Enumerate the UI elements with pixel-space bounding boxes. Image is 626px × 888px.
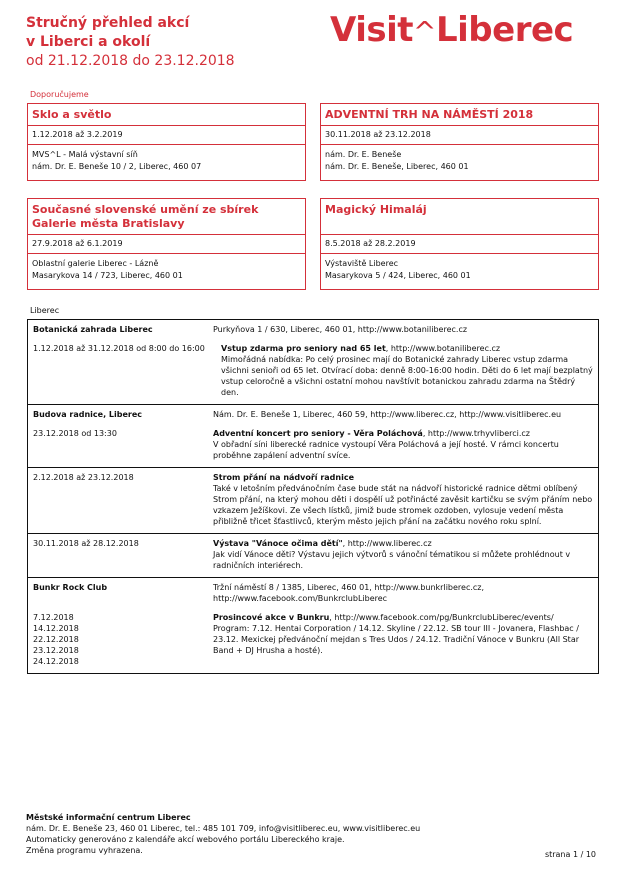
event-title: Adventní koncert pro seniory - Věra Poláchová (213, 429, 423, 438)
event-date: 14.12.2018 (33, 624, 79, 633)
venue-address: Tržní náměstí 8 / 1385, Liberec, 460 01, http://www.bunkrliberec.cz, http://www.facebook.com/BunkrclubLiberec (213, 583, 485, 603)
title-line-1: Stručný přehled akcí (26, 15, 190, 31)
card-title: Magický Himaláj (321, 199, 598, 235)
event-description: V obřadní síni liberecké radnice vystoupí Věra Poláchová a její hosté. V rámci koncertu proběhne zapálení adventní svíce. (213, 440, 559, 460)
card-title: Sklo a světlo (28, 104, 305, 126)
card-place: Výstaviště Liberec (325, 259, 399, 268)
recommended-card[interactable] (27, 103, 306, 181)
visitliberec-logo (330, 10, 573, 50)
event-date: 24.12.2018 (33, 657, 79, 666)
logo-caret: ^ (413, 15, 436, 48)
page-number: strana 1 / 10 (544, 850, 596, 859)
events-table (27, 319, 599, 674)
card-title: ADVENTNÍ TRH NA NÁMĚSTÍ 2018 (321, 104, 598, 126)
footer (26, 812, 420, 856)
logo-part-visit: Visit (330, 10, 414, 50)
event-date: 7.12.2018 (33, 613, 74, 622)
card-dates: 8.5.2018 až 28.2.2019 (321, 235, 598, 254)
report-title (26, 14, 235, 71)
card-address: nám. Dr. E. Beneše 10 / 2, Liberec, 460 07 (32, 162, 202, 171)
event-date: 1.12.2018 až 31.12.2018 od 8:00 do 16:00 (33, 344, 205, 353)
card-address: nám. Dr. E. Beneše, Liberec, 460 01 (325, 162, 469, 171)
event-link[interactable]: , http://www.liberec.cz (342, 539, 432, 548)
title-line-2: v Liberci a okolí (26, 34, 151, 50)
logo-part-liberec: Liberec (435, 10, 574, 50)
event-block (28, 468, 598, 534)
footer-change-note: Změna programu vyhrazena. (26, 846, 143, 855)
city-label: Liberec (30, 306, 60, 315)
venue-block (28, 578, 598, 673)
recommended-card[interactable] (320, 103, 599, 181)
card-dates: 30.11.2018 až 23.12.2018 (321, 126, 598, 145)
event-title: Vstup zdarma pro seniory nad 65 let (221, 344, 386, 353)
event-date: 30.11.2018 až 28.12.2018 (33, 539, 139, 548)
event-title: Strom přání na nádvoří radnice (213, 473, 354, 482)
card-address: Masarykova 5 / 424, Liberec, 460 01 (325, 271, 471, 280)
venue-name: Botanická zahrada Liberec (33, 325, 153, 334)
footer-contact: nám. Dr. E. Beneše 23, 460 01 Liberec, tel.: 485 101 709, info@visitliberec.eu, www.visitliberec.eu (26, 824, 421, 833)
event-link[interactable]: , http://www.trhyvliberci.cz (422, 429, 530, 438)
event-link[interactable]: , http://www.facebook.com/pg/BunkrclubLiberec/events/ (329, 613, 554, 622)
recommended-card[interactable] (27, 198, 306, 290)
card-place: MVS^L - Malá výstavní síň (32, 150, 138, 159)
event-description: Také v letošním předvánočním čase bude stát na nádvoří historické radnice dětmi oblíbený Strom přání, na který mohou děti i dospělí už potřinácté zavěsit kartičku se svým přáním nebo vzkazem Ježíškovi. Ze všech lístků, jimiž bude stromek ozdoben, vylosuje vedení města přibližně třicet šťastlivců, kterým město jejich přání na začátku nového roku splní. (213, 484, 593, 526)
event-title: Prosincové akce v Bunkru (213, 613, 330, 622)
event-date: 2.12.2018 až 23.12.2018 (33, 473, 134, 482)
event-date: 22.12.2018 (33, 635, 79, 644)
venue-block (28, 405, 598, 468)
recommended-label: Doporučujeme (30, 90, 89, 99)
event-date: 23.12.2018 (33, 646, 79, 655)
event-link[interactable]: , http://www.botaniliberec.cz (385, 344, 501, 353)
venue-address: Purkyňova 1 / 630, Liberec, 460 01, http://www.botaniliberec.cz (213, 325, 468, 334)
card-title: Současné slovenské umění ze sbírek Galerie města Bratislavy (28, 199, 305, 235)
event-date: 23.12.2018 od 13:30 (33, 429, 117, 438)
card-address: Masarykova 14 / 723, Liberec, 460 01 (32, 271, 183, 280)
footer-auto-note: Automaticky generováno z kalendáře akcí webového portálu Libereckého kraje. (26, 835, 345, 844)
venue-address: Nám. Dr. E. Beneše 1, Liberec, 460 59, http://www.liberec.cz, http://www.visitliberec.eu (213, 410, 562, 419)
venue-name: Budova radnice, Liberec (33, 410, 143, 419)
card-place: nám. Dr. E. Beneše (325, 150, 402, 159)
event-description: Jak vidí Vánoce děti? Výstavu jejich výtvorů s vánoční tématikou si můžete prohlédnout v radničních interiérech. (213, 550, 571, 570)
footer-org: Městské informační centrum Liberec (26, 813, 191, 822)
venue-block (28, 320, 598, 405)
venue-name: Bunkr Rock Club (33, 583, 108, 592)
recommended-card[interactable] (320, 198, 599, 290)
card-place: Oblastní galerie Liberec - Lázně (32, 259, 159, 268)
card-dates: 1.12.2018 až 3.2.2019 (28, 126, 305, 145)
card-dates: 27.9.2018 až 6.1.2019 (28, 235, 305, 254)
event-title: Výstava "Vánoce očima dětí" (213, 539, 343, 548)
event-description: Mimořádná nabídka: Po celý prosinec mají do Botanické zahrady Liberec vstup zdarma všichni senioři od 65 let. Otvírací doba: denně 8:00-16:00 hodin. Děti do 6 let mají bezplatný vstup celoročně a všichni ostatní mohou navštívit botanickou zahradu zdarma na Štědrý den. (221, 355, 593, 397)
event-description: Program: 7.12. Hentai Corporation / 14.12. Skyline / 22.12. SB tour III - Jovanera, Flashbac / 23.12. Mexickej předvánoční mejdan s Tres Udos / 24.12. Tradiční Vánoce v Bunkru (All Star Band + DJ Hrusha a hosté). (213, 624, 580, 655)
event-block (28, 534, 598, 578)
title-date-range: od 21.12.2018 do 23.12.2018 (26, 53, 235, 69)
